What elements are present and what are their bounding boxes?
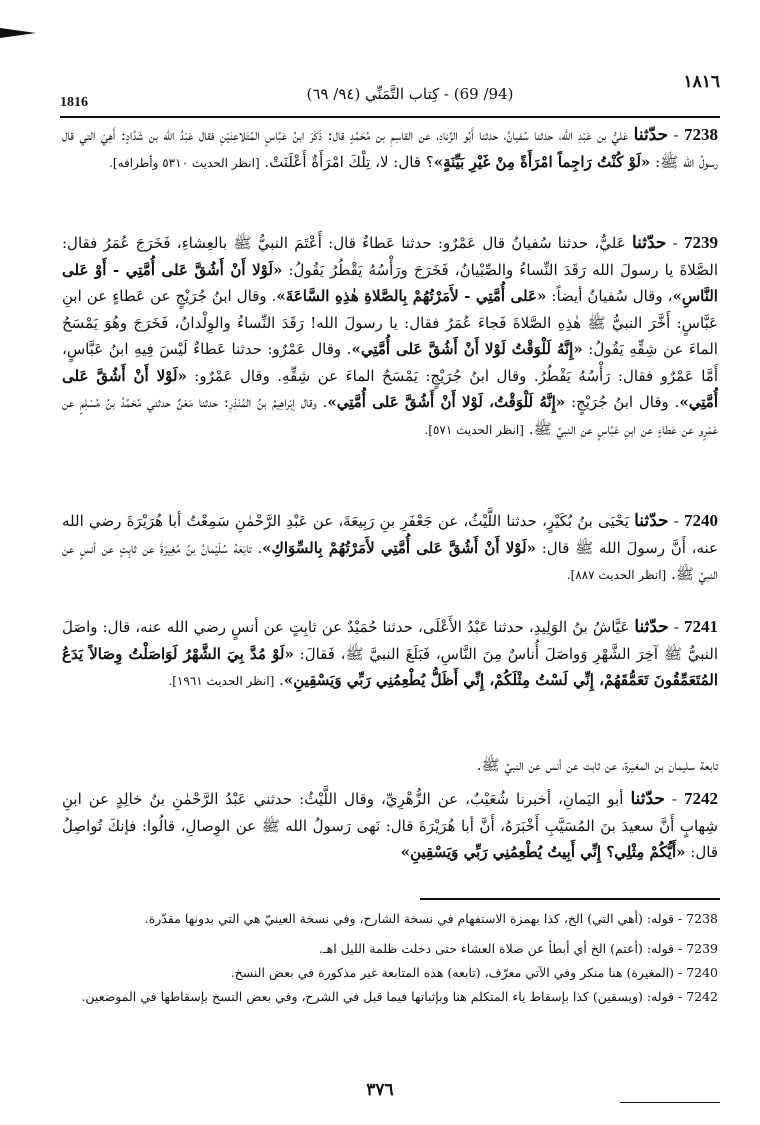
hadith-lead: حدّثنا xyxy=(631,233,667,253)
hadith-after: ؟ قال: لا، تِلْكَ امْرَأَةٌ أَعْلَنَتْ. xyxy=(264,152,434,171)
hadith-matn: «لَوْلا أَنْ أَشُقَّ عَلى أُمَّتِي - أَوْ عَلى النَّاسِ» xyxy=(62,260,718,305)
hadith-isnad: أبو اليَمانِ، أخبرنا شُعَيْبٌ، عن الزُّهْرِيِّ، وقال اللَّيْثُ: حدثني عَبْدُ الرَّحْمٰنِ بنُ خالِدٍ عن ابنِ شِهابٍ أَنَّ سعيدَ بنَ المُسَيَّبِ أَخْبَرَهُ، أَنَّ أبا هُرَيْرَةَ قال: نَهى رَسولُ الله ﷺ عن الوِصالِ، قالُوا: فإنكَ تُواصِلُ قال: xyxy=(62,790,718,861)
hadith-number: 7240 xyxy=(684,511,718,530)
footnote-7240: 7240 - (المغيرة) هنا منكر وفي الآتي معرّف، (تابعه) هذه المتابعة غير مذكورة في بعض النسخ. xyxy=(230,965,718,980)
hadith-lead: حدّثنا xyxy=(633,125,669,145)
footnote-rule xyxy=(420,898,720,900)
hadith-matn: «إِنَّهُ لَلْوَقْتُ، لَوْلا أَنْ أَشُقَّ عَلى أُمَّتِي» xyxy=(327,393,566,411)
hadith-isnad: عَليُّ بن عَبْدِ الله، حدثنا سُفيانُ، حدثنا أَبُو الزِّنادِ، عن القاسِمِ بن مُحَمَّدٍ قال: ذَكَرَ ابنُ عَبَّاسٍ المُتَلاعِنَيْنِ فقال عَبْدُ الله بن شَدَّادٍ: أَهِيَ التي قال رسولُ الله ﷺ: xyxy=(62,126,718,171)
hadith-after: . وقال إبْراهِيمُ بنُ المُنْذِرِ: حدثنا مَعْنٌ حدثني مُحَمَّدُ بنُ مُسْلِمٍ عن عَمْرٍو عن عَطاءٍ عن ابنِ عَبَّاسٍ عن النبيِّ ﷺ. xyxy=(62,393,718,438)
hadith-isnad: يَحْيَى بنُ بُكَيْرٍ، حدثنا اللَّيْثُ، عن جَعْفَرِ بنِ رَبِيعَةَ، عن عَبْدِ الرَّحْمٰنِ سَمِعْتُ أبا هُرَيْرَةَ رضي الله عنه، أَنَّ رسولَ الله ﷺ قال: xyxy=(62,512,718,557)
hadith-matn: «عَلى أُمَّتِي - لأَمَرْتُهُمْ بِالصَّلاةِ هٰذِهِ السَّاعَةَ» xyxy=(276,287,547,305)
hadith-number: 7239 xyxy=(684,233,718,252)
hadith-7240: 7240 - حدّثنا يَحْيَى بنُ بُكَيْرٍ، حدثنا اللَّيْثُ، عن جَعْفَرِ بنِ رَبِيعَةَ، عن عَبْدِ الرَّحْمٰنِ سَمِعْتُ أبا هُرَيْرَةَ رضي الله عنه، أَنَّ رسولَ الله ﷺ قال: «لَوْلا أَنْ أَشُقَّ عَلى أُمَّتِي لأَمَرْتُهُمْ بِالسِّوَاكِ». تابَعَهُ سُلَيْمانُ بنُ مُغِيرَةَ عن ثابِتٍ عن أنسٍ عن النبيِّ ﷺ. [انظر الحديث ٨٨٧]. xyxy=(62,511,718,583)
hadith-reference: [انظر الحديث ٥٣١٠ وأطرافه]. xyxy=(109,155,260,170)
hadith-7238: 7238 - حدّثنا عَليُّ بن عَبْدِ الله، حدثنا سُفيانُ، حدثنا أَبُو الزِّنادِ، عن القاسِمِ بن مُحَمَّدٍ قال: ذَكَرَ ابنُ عَبَّاسٍ المُتَلاعِنَيْنِ فقال عَبْدُ الله بن شَدَّادٍ: أَهِيَ التي قال رسولُ الله ﷺ: «لَوْ كُنْتُ رَاجِماً امْرَأَةً مِنْ غَيْرِ بَيِّنَةٍ»؟ قال: لا، تِلْكَ امْرَأَةٌ أَعْلَنَتْ. [انظر الحديث ٥٣١٠ وأطرافه]. xyxy=(62,125,718,171)
page-number-arabic: ١٨١٦ xyxy=(683,72,720,92)
header-rule xyxy=(60,116,720,118)
hadith-isnad: عَيَّاشُ بنُ الوَلِيدِ، حدثنا عَبْدُ الأَعْلَى، حدثنا حُمَيْدٌ عن ثابِتٍ عن أنسٍ رضي الله عنه، قال: واصَلَ النبيُّ ﷺ آخِرَ الشَّهْرِ وَواصَلَ أُناسٌ مِنَ النَّاسِ، فَبَلَغَ النبيَّ ﷺ، فَقالَ: xyxy=(62,618,718,663)
hadith-mid: . وقال عَمْرٌو: حدثنا عَطاءٌ لَيْسَ فِيهِ ابنُ عَبَّاسٍ، أَمَّا عَمْرٌو فقال: رَأْسُهُ يَقْطُرُ. وقال ابنُ جُرَيْجٍ: يَمْسَحُ الماءَ عن شِقِّهِ. وقال عَمْرٌو: xyxy=(62,340,718,385)
hadith-reference: [انظر الحديث ٥٧١]. xyxy=(424,422,524,437)
hadith-lead: حدّثنا xyxy=(630,789,665,809)
hadith-matn: «لَوْلا أَنْ أَشُقَّ عَلى أُمَّتِي لأَمَرْتُهُمْ بِالسِّوَاكِ» xyxy=(262,538,536,557)
hadith-reference: [انظر الحديث ١٩٦١]. xyxy=(168,674,275,688)
hadith-reference: [انظر الحديث ٨٨٧]. xyxy=(566,568,667,582)
hadith-after: . xyxy=(279,671,284,689)
running-title: (94/ 69) - كِتاب التَّمَنِّي (٩٤/ ٦٩) xyxy=(306,85,514,103)
hadith-matn: «إِنَّهُ لَلْوَقْتُ لَوْلا أَنْ أَشُقَّ عَلى أُمَّتِي» xyxy=(351,340,583,358)
hadith-matn: «لَوْ كُنْتُ رَاجِماً امْرَأَةً مِنْ غَيْرِ بَيِّنَةٍ» xyxy=(433,152,651,171)
hadith-matn: «أَيُّكُمْ مِثْلِي؟ إِنِّي أَبِيتُ يُطْعِمُنِي رَبِّي وَيَسْقِينِ» xyxy=(400,843,686,861)
hadith-mid: ، وقال سُفيانُ أيضاً: xyxy=(551,287,673,305)
hadith-mid: . وقال ابنُ جُرَيْجٍ عن عَطاءٍ عن ابنِ عَبَّاسٍ: أَخَّرَ النبيُّ ﷺ هٰذِهِ الصَّلاةَ فَجاءَ عُمَرُ فقال: يا رسولَ الله! رَقَدَ النِّساءُ والوِلْدانُ، فَخَرَجَ وهُوَ يَمْسَحُ الماءَ عن شِقِّهِ يَقُولُ: xyxy=(62,287,718,358)
hadith-matn: «لَوْلا أَنْ أَشُقَّ عَلى أُمَّتِي» xyxy=(62,366,718,411)
hadith-isnad: عَليٌّ، حدثنا سُفيانُ قال عَمْرٌو: حدثنا عَطاءٌ قال: أَعْتَمَ النبيُّ ﷺ بالعِشاءِ، فَخَرَجَ عُمَرُ فقال: الصَّلاةَ يا رسولَ الله رَقَدَ النِّساءُ والصِّبْيانُ، فَخَرَجَ ورَأْسُهُ يَقْطُرُ يَقُولُ: xyxy=(62,234,718,279)
footnote-7242: 7242 - قوله: (ويسقين) كذا بإسقاط ياء المتكلم هنا وبإثباتها فيما قبل في الشرح، وفي بعض النسخ بإسقاطها في الموضعين. xyxy=(81,989,718,1004)
page-number-latin: 1816 xyxy=(60,95,88,110)
hadith-7241-note xyxy=(62,752,718,779)
footnote-7239: 7239 - قوله: (أعتم) الخ أي أبطأ عن صلاة العشاء حتى دخلت ظلمة الليل اهـ. xyxy=(319,941,718,956)
hadith-number: 7242 xyxy=(683,789,718,808)
corner-mark xyxy=(0,28,36,38)
hadith-lead: حدّثنا xyxy=(634,511,669,531)
hadith-number: 7241 xyxy=(684,617,718,636)
bottom-rule xyxy=(620,1102,720,1103)
hadith-7239: 7239 - حدّثنا عَليٌّ، حدثنا سُفيانُ قال عَمْرٌو: حدثنا عَطاءٌ قال: أَعْتَمَ النبيُّ ﷺ بالعِشاءِ، فَخَرَجَ عُمَرُ فقال: الصَّلاةَ يا رسولَ الله رَقَدَ النِّساءُ والصِّبْيانُ، فَخَرَجَ ورَأْسُهُ يَقْطُرُ يَقُولُ: «لَوْلا أَنْ أَشُقَّ عَلى أُمَّتِي - أَوْ عَلى النَّاسِ»، وقال سُفيانُ أيضاً: «عَلى أُمَّتِي - لأَمَرْتُهُمْ بِالصَّلاةِ هٰذِهِ السَّاعَةَ». وقال ابنُ جُرَيْجٍ عن عَطاءٍ عن ابنِ عَبَّاسٍ: أَخَّرَ النبيُّ ﷺ هٰذِهِ الصَّلاةَ فَجاءَ عُمَرُ فقال: يا رسولَ الله! رَقَدَ النِّساءُ والوِلْدانُ، فَخَرَجَ وهُوَ يَمْسَحُ الماءَ عن شِقِّهِ يَقُولُ: «إِنَّهُ لَلْوَقْتُ لَوْلا أَنْ أَشُقَّ عَلى أُمَّتِي». وقال عَمْرٌو: حدثنا عَطاءٌ لَيْسَ فِيهِ ابنُ عَبَّاسٍ، أَمَّا عَمْرٌو فقال: رَأْسُهُ يَقْطُرُ. وقال ابنُ جُرَيْجٍ: يَمْسَحُ الماءَ عن شِقِّهِ. وقال عَمْرٌو: «لَوْلا أَنْ أَشُقَّ عَلى أُمَّتِي». وقال ابنُ جُرَيْجٍ: «إِنَّهُ لَلْوَقْتُ، لَوْلا أَنْ أَشُقَّ عَلى أُمَّتِي». وقال إبْراهِيمُ بنُ المُنْذِرِ: حدثنا مَعْنٌ حدثني مُحَمَّدُ بنُ مُسْلِمٍ عن عَمْرٍو عن عَطاءٍ عن ابنِ عَبَّاسٍ عن النبيِّ ﷺ. [انظر الحديث ٥٧١]. xyxy=(62,233,718,438)
hadith-after: . تابَعَهُ سُلَيْمانُ بنُ مُغِيرَةَ عن ثابِتٍ عن أنسٍ عن النبيِّ ﷺ. xyxy=(62,538,718,583)
page-header xyxy=(60,72,720,114)
mutabaah-note: تابعة سليمان بن المغيرة، عن ثابت عن أنس عن النبيِّ ﷺ. xyxy=(476,756,718,774)
page-number-footer: ٣٧٦ xyxy=(366,1080,394,1100)
hadith-7241: 7241 - حدّثنا عَيَّاشُ بنُ الوَلِيدِ، حدثنا عَبْدُ الأَعْلَى، حدثنا حُمَيْدٌ عن ثابِتٍ عن أنسٍ رضي الله عنه، قال: واصَلَ النبيُّ ﷺ آخِرَ الشَّهْرِ وَواصَلَ أُناسٌ مِنَ النَّاسِ، فَبَلَغَ النبيَّ ﷺ، فَقالَ: «لَوْ مُدَّ بِيَ الشَّهْرُ لَوَاصَلْتُ وِصَالاً يَدَعُ المُتَعَمِّقُونَ تَعَمُّقَهُمْ، إِنِّي لَسْتُ مِثْلَكُمْ، إِنِّي أَظَلُّ يُطْعِمُنِي رَبِّي وَيَسْقِينِ». [انظر الحديث ١٩٦١]. xyxy=(62,617,718,689)
hadith-number: 7238 xyxy=(684,125,718,144)
hadith-mid: . وقال ابنُ جُرَيْجٍ: xyxy=(571,393,680,411)
footnote-7238: 7238 - قوله: (أهي التي) الخ، كذا بهمزة الاستفهام في نسخة الشارح، وفي نسخة العينيّ هي التي بدونها مقدّرة. xyxy=(144,911,718,926)
hadith-7242: 7242 - حدّثنا أبو اليَمانِ، أخبرنا شُعَيْبٌ، عن الزُّهْرِيِّ، وقال اللَّيْثُ: حدثني عَبْدُ الرَّحْمٰنِ بنُ خالِدٍ عن ابنِ شِهابٍ أَنَّ سعيدَ بنَ المُسَيَّبِ أَخْبَرَهُ، أَنَّ أبا هُرَيْرَةَ قال: نَهى رَسولُ الله ﷺ عن الوِصالِ، قالُوا: فإنكَ تُواصِلُ قال: «أَيُّكُمْ مِثْلِي؟ إِنِّي أَبِيتُ يُطْعِمُنِي رَبِّي وَيَسْقِينِ» xyxy=(62,789,718,861)
hadith-lead: حدّثنا xyxy=(634,617,669,637)
hadith-matn: «لَوْ مُدَّ بِيَ الشَّهْرُ لَوَاصَلْتُ وِصَالاً يَدَعُ المُتَعَمِّقُونَ تَعَمُّقَهُمْ، إِنِّي لَسْتُ مِثْلَكُمْ، إِنِّي أَظَلُّ يُطْعِمُنِي رَبِّي وَيَسْقِينِ» xyxy=(62,644,718,689)
